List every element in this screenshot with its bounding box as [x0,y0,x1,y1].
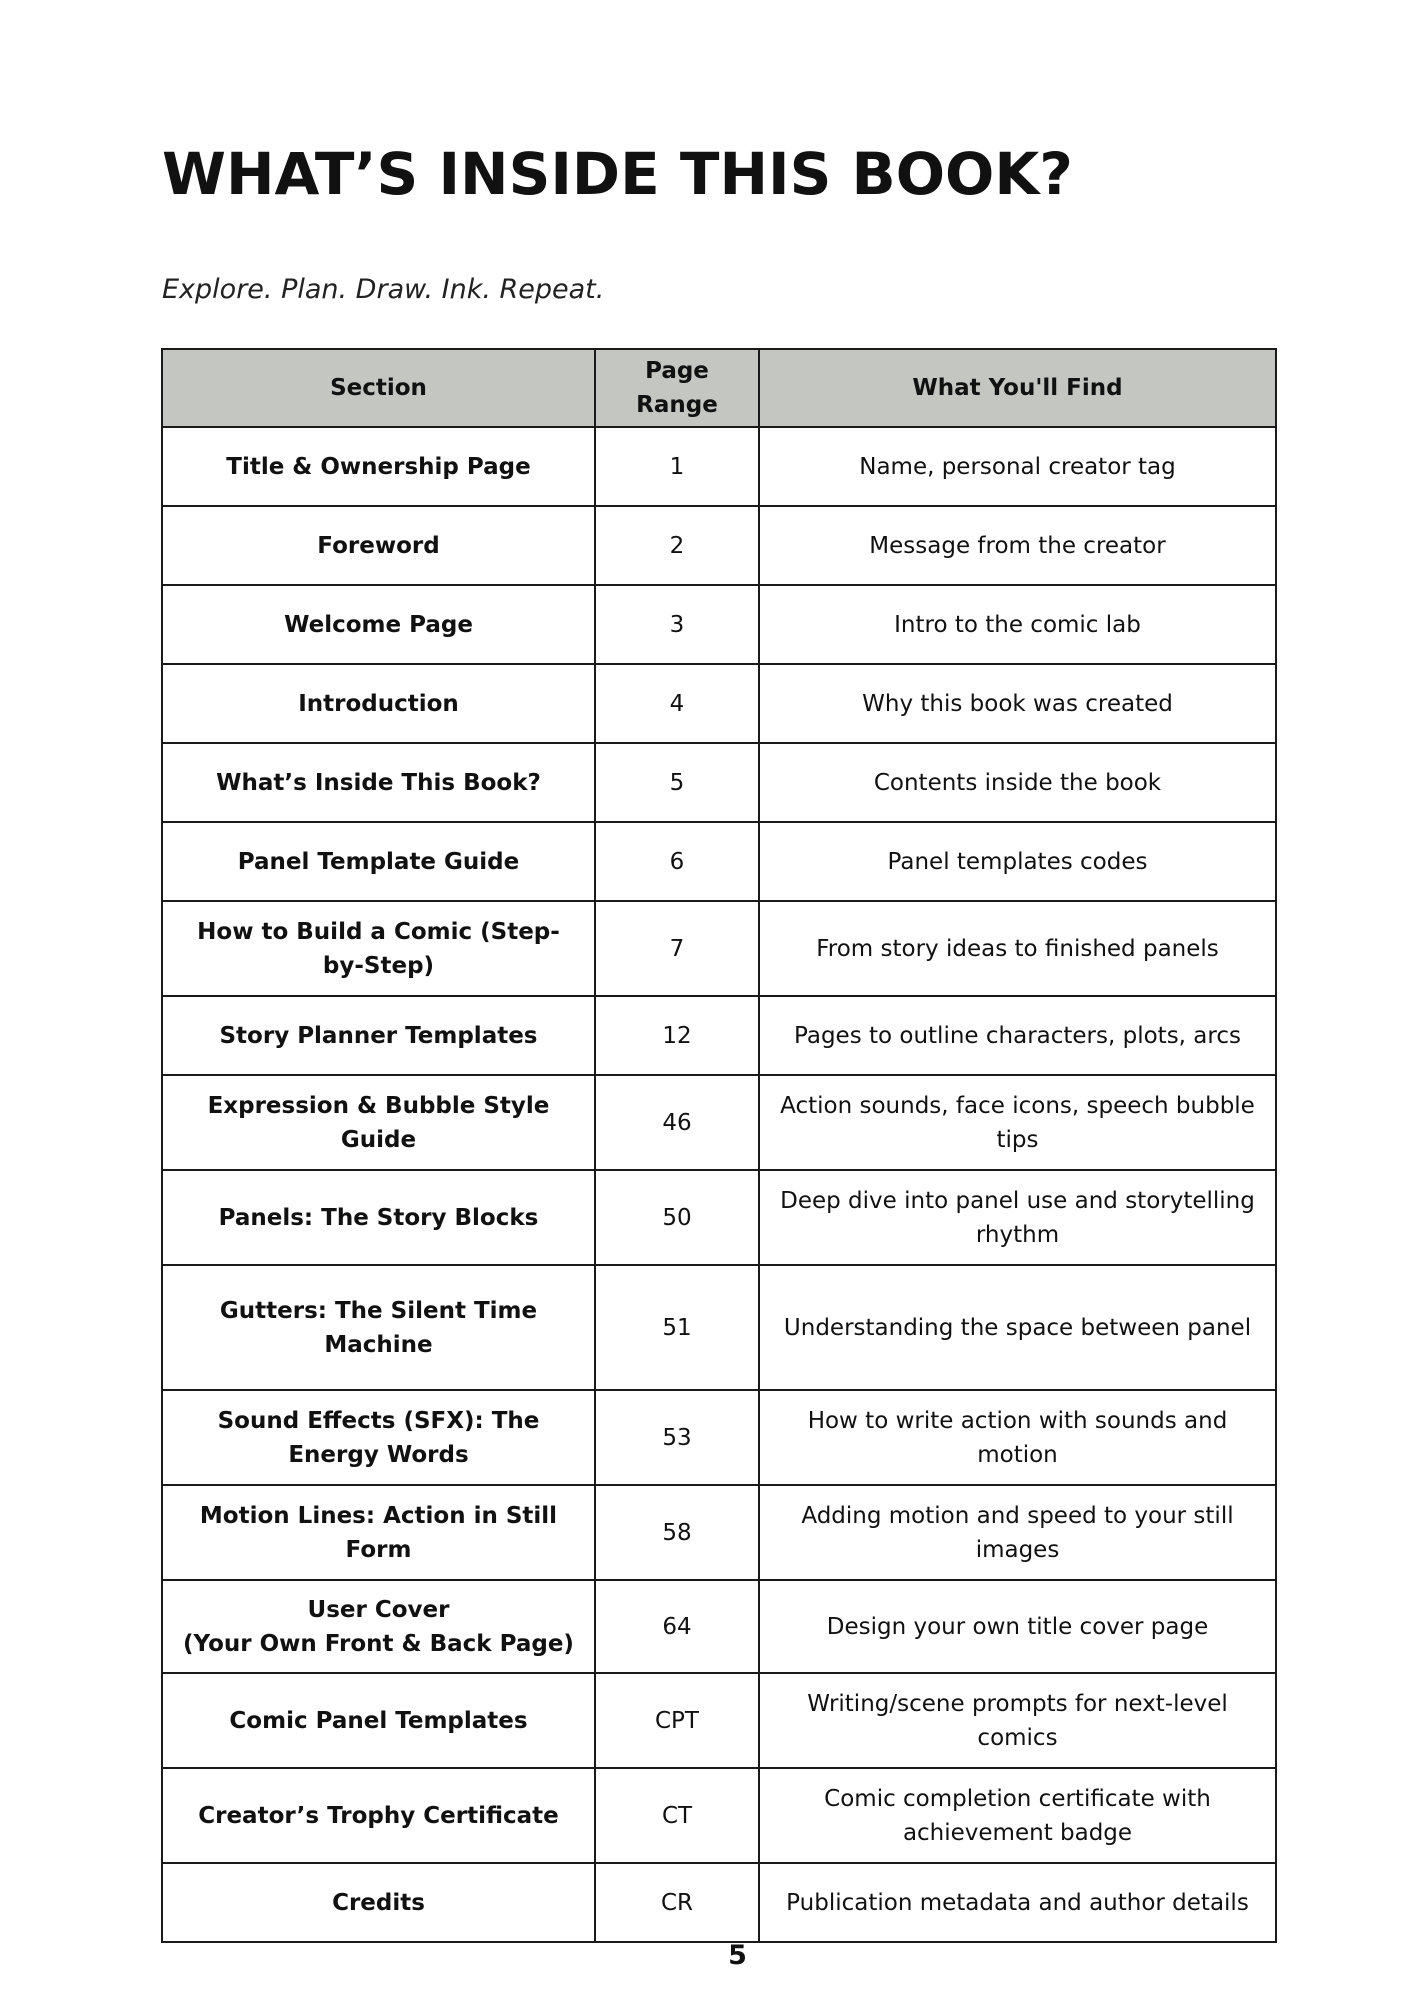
section-cell: Story Planner Templates [162,996,595,1075]
section-cell: User Cover (Your Own Front & Back Page) [162,1580,595,1673]
section-cell: Motion Lines: Action in Still Form [162,1485,595,1580]
section-cell: Panels: The Story Blocks [162,1170,595,1265]
page-subtitle: Explore. Plan. Draw. Ink. Repeat. [162,274,605,305]
table-row [162,901,1276,996]
table-row [162,506,1276,585]
section-cell: Gutters: The Silent Time Machine [162,1265,595,1390]
what-youll-find-cell: Panel templates codes [759,822,1276,901]
table-row [162,743,1276,822]
contents-table [161,348,1277,1943]
page-range-cell: 5 [595,743,759,822]
page-range-cell: 53 [595,1390,759,1485]
what-youll-find-cell: Understanding the space between panel [759,1265,1276,1390]
section-cell: Creator’s Trophy Certificate [162,1768,595,1863]
table-row [162,427,1276,506]
what-youll-find-cell: Intro to the comic lab [759,585,1276,664]
table-row [162,1863,1276,1942]
section-cell: Introduction [162,664,595,743]
page-range-cell: 7 [595,901,759,996]
what-youll-find-cell: Pages to outline characters, plots, arcs [759,996,1276,1075]
table-row [162,1075,1276,1170]
what-youll-find-cell: Adding motion and speed to your still images [759,1485,1276,1580]
table-row [162,585,1276,664]
page-range-cell: 58 [595,1485,759,1580]
page-range-cell: 4 [595,664,759,743]
table-row [162,1265,1276,1390]
what-youll-find-cell: Design your own title cover page [759,1580,1276,1673]
what-youll-find-cell: Name, personal creator tag [759,427,1276,506]
section-cell: Comic Panel Templates [162,1673,595,1768]
what-youll-find-cell: Writing/scene prompts for next-level comics [759,1673,1276,1768]
page-range-cell: 12 [595,996,759,1075]
page-range-cell: CT [595,1768,759,1863]
table-row [162,1580,1276,1673]
table-row [162,1170,1276,1265]
header-what-youll-find: What You'll Find [759,349,1276,427]
what-youll-find-cell: Action sounds, face icons, speech bubble tips [759,1075,1276,1170]
what-youll-find-cell: How to write action with sounds and motion [759,1390,1276,1485]
section-cell: Foreword [162,506,595,585]
table-body [162,427,1276,1942]
header-page-range: Page Range [595,349,759,427]
table-row [162,1390,1276,1485]
what-youll-find-cell: Why this book was created [759,664,1276,743]
table-row [162,822,1276,901]
table-row [162,1485,1276,1580]
page-range-cell: 3 [595,585,759,664]
page-range-cell: 46 [595,1075,759,1170]
section-cell: Credits [162,1863,595,1942]
what-youll-find-cell: Comic completion certificate with achievement badge [759,1768,1276,1863]
page-range-cell: 64 [595,1580,759,1673]
page-title: WHAT’S INSIDE THIS BOOK? [162,140,1073,208]
table-row [162,1673,1276,1768]
section-cell: Panel Template Guide [162,822,595,901]
table-header [162,349,1276,427]
page-range-cell: 1 [595,427,759,506]
what-youll-find-cell: Publication metadata and author details [759,1863,1276,1942]
what-youll-find-cell: Contents inside the book [759,743,1276,822]
table-row [162,664,1276,743]
section-cell: Sound Effects (SFX): The Energy Words [162,1390,595,1485]
page-range-cell: CR [595,1863,759,1942]
table-row [162,1768,1276,1863]
page-range-cell: 51 [595,1265,759,1390]
what-youll-find-cell: Message from the creator [759,506,1276,585]
section-cell: How to Build a Comic (Step-by-Step) [162,901,595,996]
what-youll-find-cell: From story ideas to finished panels [759,901,1276,996]
header-row [162,349,1276,427]
section-cell: What’s Inside This Book? [162,743,595,822]
page-range-cell: CPT [595,1673,759,1768]
section-cell: Title & Ownership Page [162,427,595,506]
section-cell: Expression & Bubble Style Guide [162,1075,595,1170]
page-range-cell: 6 [595,822,759,901]
what-youll-find-cell: Deep dive into panel use and storytelling rhythm [759,1170,1276,1265]
page-number: 5 [728,1940,747,1971]
page-range-cell: 50 [595,1170,759,1265]
section-cell: Welcome Page [162,585,595,664]
header-section: Section [162,349,595,427]
table-row [162,996,1276,1075]
page-range-cell: 2 [595,506,759,585]
